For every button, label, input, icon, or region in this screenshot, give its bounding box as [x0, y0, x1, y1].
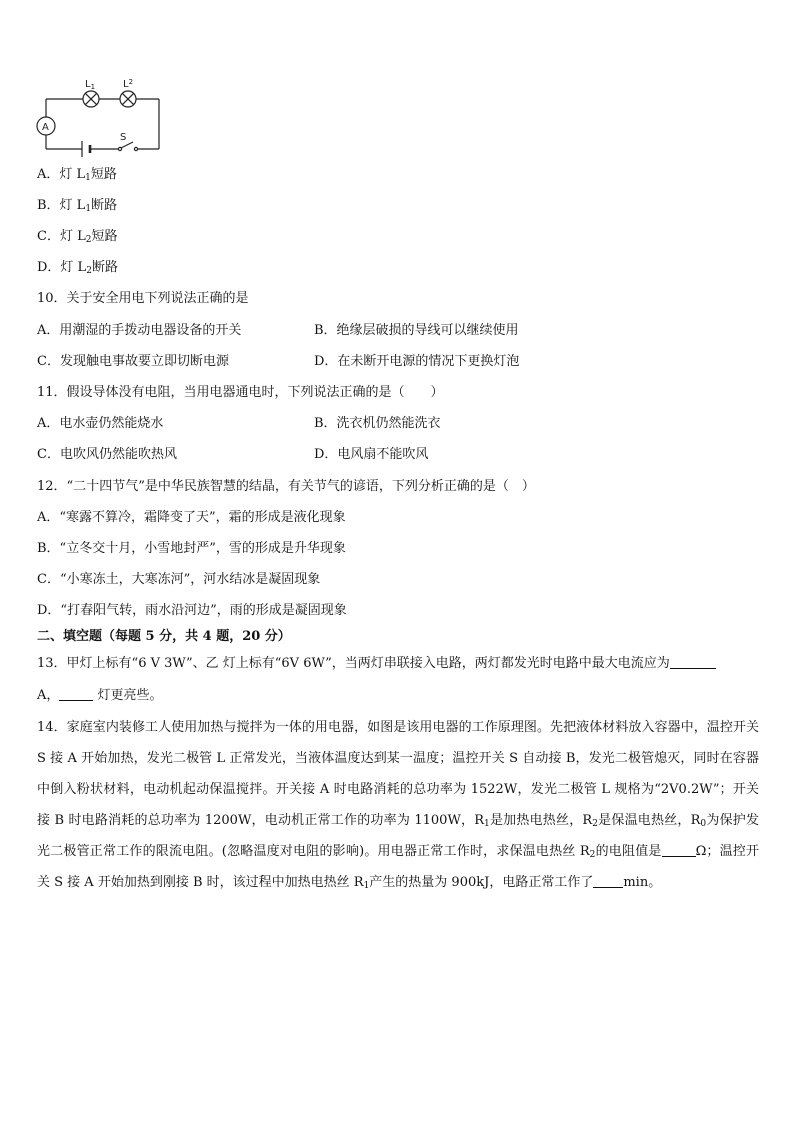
q10-option-c: C．发现触电事故要立即切断电源 [37, 354, 229, 369]
label-l2: $L^2$ [123, 78, 134, 90]
section-title: 二、填空题（每题 5 分，共 4 题，20 分） [37, 629, 291, 644]
lamp-l1-icon [83, 91, 99, 107]
q12-option-d: D．“打春阳气转，雨水沿河边”，雨的形成是凝固现象 [37, 603, 347, 618]
q12-option-a: A．“寒露不算冷，霜降变了天”，霜的形成是液化现象 [37, 510, 346, 525]
label-l1: $L_1$ [85, 79, 96, 91]
q10-stem: 10．关于安全用电下列说法正确的是 [37, 291, 249, 306]
q11-stem: 11．假设导体没有电阻，当用电器通电时，下列说法正确的是（ ） [37, 385, 444, 400]
battery-icon [82, 141, 90, 157]
q13-line2: A， 灯更亮些。 [37, 688, 163, 703]
q10-option-d: D．在未断开电源的情况下更换灯泡 [314, 354, 520, 369]
q10-option-b: B．绝缘层破损的导线可以继续使用 [314, 323, 519, 338]
q12-option-b: B．“立冬交十月，小雪地封严”，雪的形成是升华现象 [37, 541, 346, 556]
q11-option-c: C．电吹风仍然能吹热风 [37, 447, 177, 462]
circuit-diagram [32, 72, 168, 158]
q9-option-c: C．灯 $L_2$短路 [37, 229, 118, 245]
q9-option-d: D．灯 $L_2$断路 [37, 260, 118, 276]
lamp-l2-icon [120, 91, 136, 107]
q10-option-a: A．用潮湿的手拨动电器设备的开关 [37, 323, 242, 338]
q13-blank-1[interactable] [670, 654, 716, 669]
svg-text:A: A [42, 122, 49, 133]
label-switch: S [120, 132, 127, 143]
q14-blank-2[interactable] [593, 873, 623, 888]
q9-option-b: B．灯 $L_1$断路 [37, 198, 118, 214]
q13-line1: 13．甲灯上标有“6 V 3W”、乙 灯上标有“6V 6W”，当两灯串联接入电路，两灯都发光时电路中最大电流应为 [37, 654, 716, 674]
q12-stem: 12．“二十四节气”是中华民族智慧的结晶，有关节气的谚语，下列分析正确的是（ ） [37, 479, 535, 494]
q9-option-a: A．灯 $L_1$短路 [37, 167, 117, 183]
q11-option-d: D．电风扇不能吹风 [314, 447, 429, 462]
q11-option-b: B．洗衣机仍然能洗衣 [314, 416, 441, 431]
switch-icon [118, 142, 137, 151]
q11-option-a: A．电水壶仍然能烧水 [37, 416, 164, 431]
q12-option-c: C．“小寒冻土，大寒冻河”，河水结冰是凝固现象 [37, 572, 321, 587]
ammeter-icon [37, 117, 55, 135]
q14-paragraph: 14．家庭室内装修工人使用加热与搅拌为一体的用电器，如图是该用电器的工作原理图。先把液体材料放入容器中，温控开关 S 接 A 开始加热，发光二极管 L 正常发光，当液体温度达到某一温度；温控开关 S 自动接 B，发光二极管熄灭，同时在容器中倒入粉状材料，电动机起动保温搅拌。开关接 A 时电路消耗的总功率为 1522W，发光二极管 L 规格为“2V0.2W”；开关接 B 时电路消耗的总功率为 1200W，电动机正常工作的功率为 1100W，$R_1$是加热电热丝，$R_2$是保温电热丝，$R_0$为保护发光二极管正常工作的限流电阻。(忽略温度对电阻的影响)。用电器正常工作时，求保温电热丝 $R_2$的电阻值是 Ω；温控开关 S 接 A 开始加热到刚接 B 时，该过程中加热电热丝 $R_1$产生的热量为 900kJ，电路正常工作了 min。 [37, 720, 759, 891]
q13-blank-2[interactable] [59, 686, 93, 701]
q14-blank-1[interactable] [662, 842, 696, 857]
